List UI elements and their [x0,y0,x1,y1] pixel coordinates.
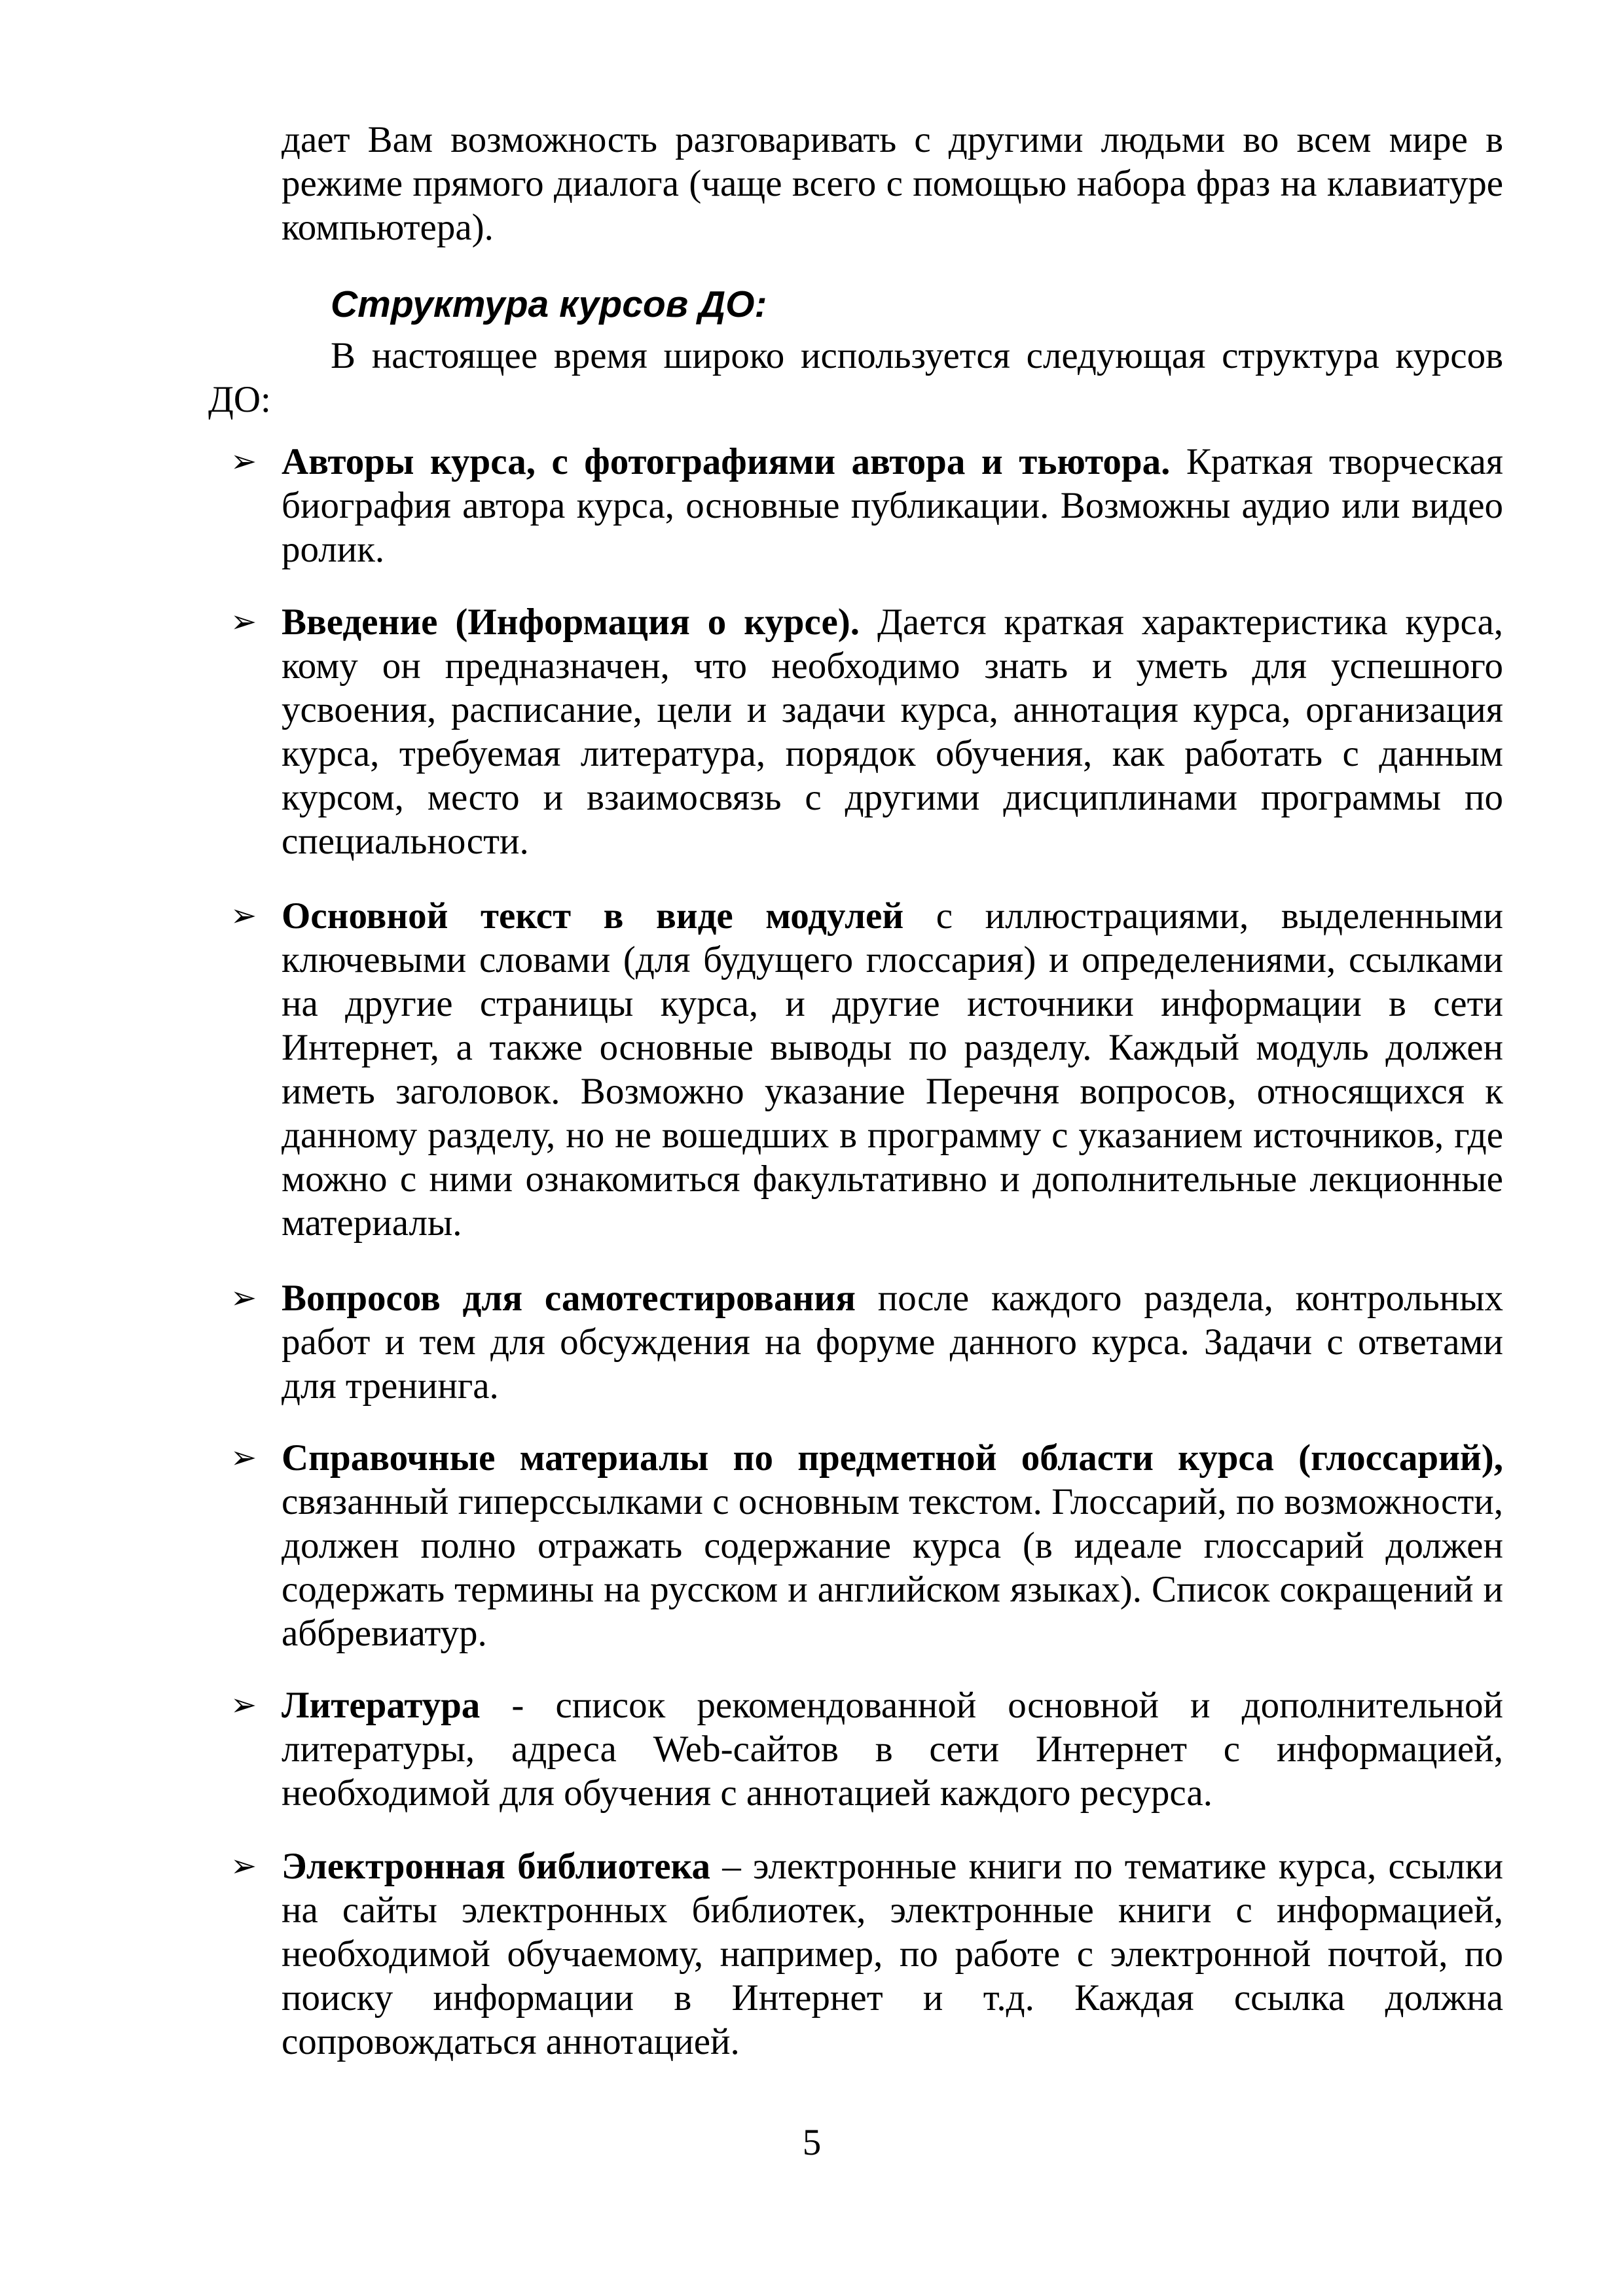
list-item-term: Вопросов для самотестирования [282,1278,856,1319]
list-item [282,1276,1503,1408]
list-item-term: Справочные материалы по предметной области курса (глоссарий), [282,1437,1503,1479]
list-item [282,440,1503,571]
list-item-description: связанный гиперссылками с основным текстом. Глоссарий, по возможности, должен полно отражать содержание курса (в идеале глоссарий должен содержать термины на русском и английском языках). Список сокращений и аббревиатур. [282,1481,1503,1654]
intro-paragraph: дает Вам возможность разговаривать с другими людьми во всем мире в режиме прямого диалога (чаще всего с помощью набора фраз на клавиатуре компьютера). [282,119,1503,248]
list-item [282,600,1503,863]
bullet-arrow-icon: ➢ [230,605,257,639]
page-number: 5 [802,2122,822,2163]
list-item [282,894,1503,1245]
list-item-term: Введение (Информация о курсе). [282,601,860,643]
bullet-arrow-icon: ➢ [230,1441,257,1475]
list-item-description: - список рекомендованной основной и дополнительной литературы, адреса Web-сайтов в сети Интернет с информацией, необходимой для обучения с аннотацией каждого ресурса. [282,1685,1503,1814]
list-item-term: Литература [282,1685,481,1726]
list-item-description: после каждого раздела, контрольных работ и тем для обсуждения на форуме данного курса. Задачи с ответами для тренинга. [282,1278,1503,1407]
list-item-description: Краткая творческая биография автора курса, основные публикации. Возможны аудио или видео ролик. [282,441,1504,570]
bullet-arrow-icon: ➢ [230,1281,257,1316]
list-item-description: Дается краткая характеристика курса, кому он предназначен, что необходимо знать и уметь для успешного усвоения, расписание, цели и задачи курса, аннотация курса, организация курса, требуемая литература, порядок обучения, как работать с данным курсом, место и взаимосвязь с другими дисциплинами программы по специальности. [282,601,1503,862]
list-item-description: – электронные книги по тематике курса, ссылки на сайты электронных библиотек, электронные книги с информацией, необходимой обучаемому, например, по работе с электронной почтой, по поиску информации в Интернет и т.д. Каждая ссылка должна сопровождаться аннотацией. [282,1846,1503,2062]
bullet-arrow-icon: ➢ [230,1688,257,1723]
list-item [282,1683,1503,1815]
bullet-arrow-icon: ➢ [230,444,257,479]
list-item-term: Авторы курса, с фотографиями автора и тьютора. [282,441,1171,482]
list-item-term: Электронная библиотека [282,1846,710,1887]
bullet-arrow-icon: ➢ [230,899,257,933]
bullet-arrow-icon: ➢ [230,1849,257,1884]
section-heading: Структура курсов ДО: [331,283,767,325]
list-item-term: Основной текст в виде модулей [282,895,904,937]
list-item-description: с иллюстрациями, выделенными ключевыми словами (для будущего глоссария) и определениями, ссылками на другие страницы курса, и другие источники информации в сети Интернет, а также основные выводы по разделу. Каждый модуль должен иметь заголовок. Возможно указание Перечня вопросов, относящихся к данному разделу, но не вошедших в программу с указанием источников, где можно с ними ознакомиться факультативно и дополнительные лекционные материалы. [282,895,1503,1244]
list-item [282,1844,1503,2064]
list-item [282,1436,1503,1655]
lead-paragraph: В настоящее время широко используется следующая структура курсов ДО: [208,335,1503,420]
